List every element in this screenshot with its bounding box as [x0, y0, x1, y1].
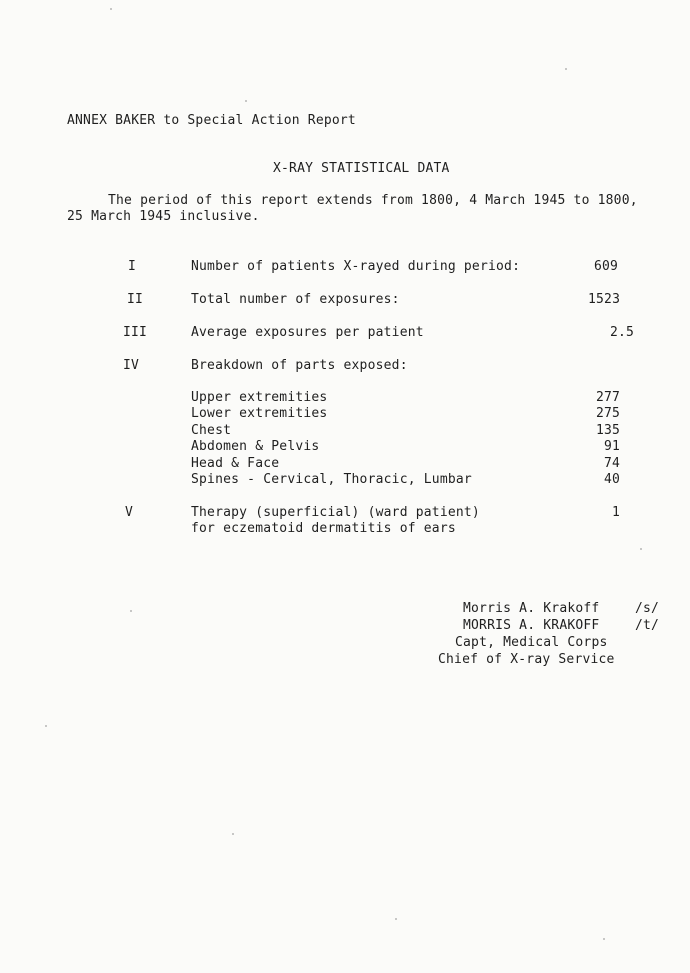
breakdown-value: 275	[596, 406, 621, 421]
breakdown-value: 40	[604, 472, 621, 487]
breakdown-label: Upper extremities	[191, 390, 328, 405]
breakdown-value: 277	[596, 390, 621, 405]
breakdown-label: Lower extremities	[191, 406, 328, 421]
signed-mark: /s/	[635, 601, 660, 616]
breakdown-label: Abdomen & Pelvis	[191, 439, 320, 454]
document-title: X-RAY STATISTICAL DATA	[273, 161, 450, 176]
item-number: III	[123, 325, 148, 340]
intro-line-1: The period of this report extends from 1800, 4 March 1945 to 1800,	[108, 193, 638, 208]
typed-mark: /t/	[635, 618, 660, 633]
item-number: V	[125, 505, 134, 520]
breakdown-value: 135	[596, 423, 621, 438]
annex-heading: ANNEX BAKER to Special Action Report	[67, 113, 356, 128]
scan-speck	[232, 833, 234, 835]
signatory-title: Chief of X-ray Service	[438, 652, 615, 667]
scan-speck	[395, 918, 397, 920]
item-value: 1523	[588, 292, 621, 307]
scan-speck	[245, 100, 247, 102]
scan-speck	[565, 68, 567, 70]
typed-name: MORRIS A. KRAKOFF	[463, 618, 600, 633]
item-label: Breakdown of parts exposed:	[191, 358, 408, 373]
item-number: IV	[123, 358, 140, 373]
item-value: 2.5	[610, 325, 635, 340]
breakdown-label: Spines - Cervical, Thoracic, Lumbar	[191, 472, 472, 487]
scan-speck	[110, 8, 112, 10]
item-label: Therapy (superficial) (ward patient)	[191, 505, 480, 520]
scan-speck	[640, 548, 642, 550]
scan-speck	[130, 610, 132, 612]
breakdown-value: 91	[604, 439, 621, 454]
intro-line-2: 25 March 1945 inclusive.	[67, 209, 260, 224]
scan-speck	[45, 725, 47, 727]
item-label: Total number of exposures:	[191, 292, 400, 307]
item-label-continued: for eczematoid dermatitis of ears	[191, 521, 456, 536]
item-label: Average exposures per patient	[191, 325, 424, 340]
breakdown-label: Head & Face	[191, 456, 280, 471]
breakdown-label: Chest	[191, 423, 232, 438]
item-number: II	[127, 292, 144, 307]
item-number: I	[128, 259, 137, 274]
scan-speck	[603, 938, 605, 940]
signature-name: Morris A. Krakoff	[463, 601, 600, 616]
item-value: 609	[594, 259, 619, 274]
item-label: Number of patients X-rayed during period:	[191, 259, 521, 274]
breakdown-value: 74	[604, 456, 621, 471]
signatory-rank: Capt, Medical Corps	[455, 635, 608, 650]
item-value: 1	[612, 505, 621, 520]
